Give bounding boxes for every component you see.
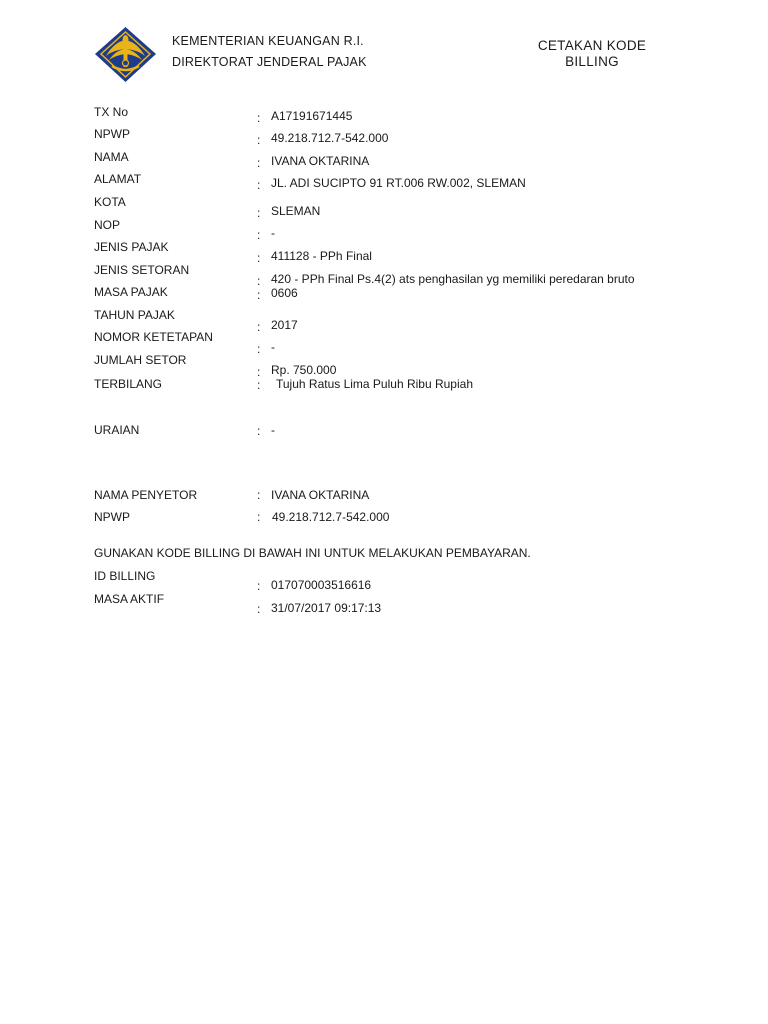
kota-colon: : [257,206,261,220]
jenis-pajak-value: 411128 - PPh Final [271,249,372,263]
uraian-label: URAIAN [94,423,140,437]
alamat-label: ALAMAT [94,172,142,186]
document-title-line-1: CETAKAN KODE [537,38,647,53]
terbilang-colon: : [257,378,261,392]
npwp-colon: : [257,133,261,147]
masa-pajak-label: MASA PAJAK [94,285,168,299]
terbilang-label: TERBILANG [94,377,163,391]
tx-no-label: TX No [94,105,129,119]
jenis-setoran-value: 420 - PPh Final Ps.4(2) ats penghasilan yg memiliki peredaran bruto [271,272,635,286]
tx-no-value: A17191671445 [271,109,353,123]
id-billing-value: 017070003516616 [271,578,372,592]
jumlah-setor-value: Rp. 750.000 [271,363,337,377]
jenis-pajak-label: JENIS PAJAK [94,240,169,254]
masa-aktif-colon: : [257,602,261,616]
nama-penyetor-colon: : [257,488,261,502]
tx-no-colon: : [257,111,261,125]
tahun-pajak-colon: : [257,320,261,334]
jenis-setoran-colon: : [257,274,261,288]
document-title [522,38,662,70]
uraian-colon: : [257,424,261,438]
penyetor-npwp-label: NPWP [94,510,130,524]
jenis-setoran-label: JENIS SETORAN [94,263,190,277]
masa-aktif-label: MASA AKTIF [94,592,165,606]
penyetor-npwp-colon: : [257,510,261,524]
kota-label: KOTA [94,195,126,209]
terbilang-value: Tujuh Ratus Lima Puluh Ribu Rupiah [276,377,473,391]
nomor-ketetapan-label: NOMOR KETETAPAN [94,330,213,344]
masa-pajak-colon: : [257,288,261,302]
nama-colon: : [257,156,261,170]
id-billing-colon: : [257,579,261,593]
kota-value: SLEMAN [271,204,321,218]
masa-aktif-value: 31/07/2017 09:17:13 [271,601,382,615]
npwp-label: NPWP [94,127,130,141]
tahun-pajak-value: 2017 [271,318,298,332]
nop-colon: : [257,228,261,242]
jumlah-setor-label: JUMLAH SETOR [94,353,187,367]
nama-label: NAMA [94,150,129,164]
npwp-value: 49.218.712.7-542.000 [271,131,389,145]
org-line-1: KEMENTERIAN KEUANGAN R.I. [172,34,364,48]
jumlah-setor-colon: : [257,365,261,379]
nama-value: IVANA OKTARINA [271,154,370,168]
document-title-line-2: BILLING [565,54,619,69]
nop-value: - [271,226,275,240]
nomor-ketetapan-colon: : [257,342,261,356]
alamat-colon: : [257,178,261,192]
nop-label: NOP [94,218,121,232]
penyetor-npwp-value: 49.218.712.7-542.000 [272,510,390,524]
tahun-pajak-label: TAHUN PAJAK [94,308,175,322]
nama-penyetor-label: NAMA PENYETOR [94,488,198,502]
id-billing-label: ID BILLING [94,569,156,583]
masa-pajak-value: 0606 [271,286,298,300]
alamat-value: JL. ADI SUCIPTO 91 RT.006 RW.002, SLEMAN [271,176,526,190]
org-line-2: DIREKTORAT JENDERAL PAJAK [172,55,367,69]
ministry-of-finance-emblem-icon [94,26,157,83]
uraian-value: - [271,423,275,437]
nomor-ketetapan-value: - [271,340,275,354]
jenis-pajak-colon: : [257,251,261,265]
billing-instruction: GUNAKAN KODE BILLING DI BAWAH INI UNTUK MELAKUKAN PEMBAYARAN. [94,546,531,560]
nama-penyetor-value: IVANA OKTARINA [271,488,370,502]
